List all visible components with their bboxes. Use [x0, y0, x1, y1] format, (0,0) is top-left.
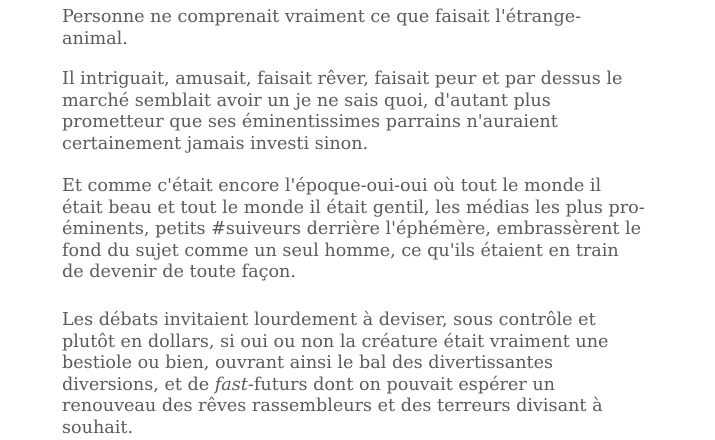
text-line: éminents, petits #suiveurs derrière l'éphémère, embrassèrent le	[62, 219, 642, 239]
paragraph-1	[62, 7, 649, 50]
text-line: était beau et tout le monde il était gentil, les médias les plus pro-	[62, 197, 645, 218]
text-line: souhait.	[62, 417, 134, 438]
text-line: bestiole ou bien, ouvrant ainsi le bal des divertissantes	[62, 353, 554, 373]
text-line: prometteur que ses éminentissimes parrains n'auraient	[62, 112, 558, 132]
text-line: Les débats invitaient lourdement à deviser, sous contrôle et	[62, 310, 596, 330]
text-line: de devenir de toute façon.	[62, 262, 296, 282]
text-line: certainement jamais investi sinon.	[62, 133, 369, 154]
text-line: fond du sujet comme un seul homme, ce qu'ils étaient en train	[62, 240, 619, 261]
text-line: marché semblait avoir un je ne sais quoi, d'autant plus	[62, 90, 551, 111]
text-line: Et comme c'était encore l'époque-oui-oui où tout le monde il	[62, 176, 602, 196]
paragraph-4	[62, 310, 649, 439]
text-line: animal.	[62, 28, 128, 49]
italic-word: fast	[214, 374, 248, 395]
text-segment: -futurs dont on pouvait espérer un	[247, 374, 555, 395]
text-line	[62, 375, 649, 397]
text-line: Il intriguait, amusait, faisait rêver, faisait peur et par dessus le	[62, 69, 623, 89]
text-line: Personne ne comprenait vraiment ce que faisait l'étrange-	[62, 7, 582, 27]
paragraph-2	[62, 69, 649, 155]
paragraph-3	[62, 176, 649, 284]
text-line: plutôt en dollars, si oui ou non la créature était vraiment une	[62, 331, 609, 352]
text-segment: diversions, et de	[62, 374, 215, 395]
text-line: renouveau des rêves rassembleurs et des terreurs divisant à	[62, 396, 603, 416]
